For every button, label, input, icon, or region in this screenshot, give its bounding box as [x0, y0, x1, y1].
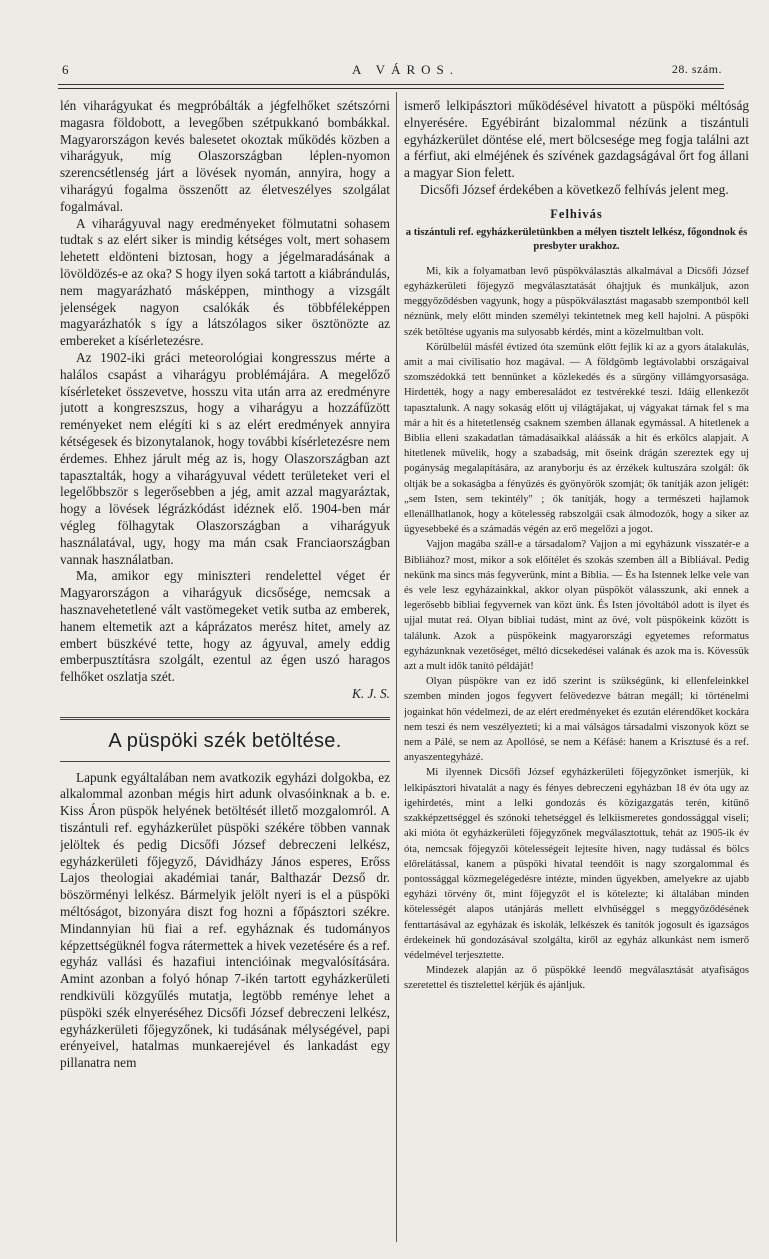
appeal-paragraph: Körülbelül másfél évtized óta szemünk előtt fejlik ki az a gyors átalakulás, amit a mai civilisatio hoz magával. — A földgömb legtávolabbi országaival szomszédokká tett bennünket a közlekedés és a sürgöny villámgyorsasága. Hirdették, hogy a nagy emberesaládot ez testvérekké teszi. Idáig ellenkezőt tapasztalunk. A nagy sokaság előtt uj világtájakat, uj vágyakat tárnak fel s ma már a hit és a hitetetlenség csaknem szemben állanak egymással. A hitetlenek a Biblia elleni szakadatlan támadásaikkal aláássák a hit és erkölcs alapjait. A hitetlenek művelik, hogy a szabadság, mit őseink drágán szereztek egy uj pogányság megalapítására, az aranyborju és az érzékek kultuszára szolgál: ők oltják be a sokaságba a fényűzés és gyönyörök szomját; ők tanítják azon jeligét: „sem Isten, sem tekintély" ; ők tanítják, hogy a természeti hajlamok ellenállhatlanok, hogy a kötelesség rabszolgái csak álmodozók, hogy a siker az ügyesebbeké és a számadás végén az erő megelőzi a jogot. — [404, 341, 749, 536]
appeal-paragraph: Mi, kik a folyamatban levő püspökválasztás alkalmával a Dicsőfi József egyházkerületi főjegyző megválasztatását óhajtjuk és munkáljuk, azon meggyőződésben vagyunk, hogy a püspökválasztást magasabb szempontból kell néznünk, mely előtt minden személyi tekintetnek meg kell hajolni. A püspöki szék betöltése ugyanis ma sulyosabb kérdés, mint a közelmultban volt. — [404, 265, 749, 338]
appeal-paragraph: Mi ilyennek Dicsőfi József egyházkerületi főjegyzőnket ismerjük, ki lelkipásztori hivatalát a nagy és fényes debreczeni egyházban 18 év óta ugy az igehirdetés, mint a lelki gondozás és közigazgatás terén, kitűnő szakképzettséggel és szónoki tehetséggel és lelkiismeretes gondossággal viseli; aki mióta öt egyházkerületi főjegyzőnek megválasztottuk, tehát az 1905-ik év óta, nemcsak főjegyzői kötelességeit lejtesíte hiven, nagy tudással és bölcs előrelátással, kanem a püspöki hivatal teendőit is nagy szorgalommal és pontossággal közmegelégedésre intézte, minden ügyekben, amelyekre az ujabb egyházi törvény őt, mint főjegyzőt el is kötelezte; ki általában minden kötelességét alapos utánjárás mellett elvhűséggel s meggyőződésének fenttartásával az egyházak és iskolák, lelkészek és tanítók jogosult és igazságos érdekeinek hű gondozásával szolgálta, kiről az egyház alkunkást nem ismerő védelmével terjesztette. — [404, 767, 749, 961]
publication-title: A VÁROS. — [352, 62, 460, 77]
appeal-paragraph: Olyan püspökre van ez idő szerint is szükségünk, ki ellenfeleinkkel szemben minden jogos fegyvert felövedezve bátran megáll; ki történelmi jogainkat hőn védelmezi, de az elért eredményeket és ezután elérendőket kockára nem teszi és nem veszélyezteti; ki a mai válságos társadalmi viszonyok közt se nem a Pálé, se nem az Apollósé, se nem a Kéfásé: hanem a Krisztusé és a ref. anyaszentegyházé. — [404, 676, 749, 764]
article-paragraph: Az 1902-iki gráci meteorológiai kongresszus mérte a halálos csapást a viharágyu problémájára. A megelőző kísérleteket összevetve, hosszu vita után arra az eredményre jutott a kongreszszus, hogy a viharágyu a hozzáfűzött reményeket nem elégíti ki s az elért eredmények annyira kétségesek és bizonytalanok, hogy további kísérletezésre nem érdemes. Ehhez járult még az is, hogy Olaszországban azt tapasztalták, hogy a viharágyuval védett területeket veri el legelőbbször s legerősebben a jég, amit azzal magyaráztak, hogy a lövések légrázkódást idéznek elő. 1904-ben már végleg fölhagytak Olaszországban a viharágyuk használatával, ugy, hogy ma mán csak Franciaországban vannak használatban. — [60, 349, 390, 567]
article-paragraph: Ma, amikor egy miniszteri rendelettel véget ér Magyarországon a viharágyuk dicsősége, nemcsak a hasznavehetetlené vált vastömegeket vetik sutba az emberek, hanem eltemetik azt a káprázatos merész hitet, amely az embert büszkévé tette, hogy az ágyuval, amely eddig emberpusztításra szolgált, ezentul az égen uszó haragos felhőket oszlatja szét. — [60, 568, 390, 685]
left-column — [60, 98, 390, 1072]
section-paragraph: Lapunk egyáltalában nem avatkozik egyházi dolgokba, ez alkalommal azonban mégis hirt adunk olvasóinknak a b. e. Kiss Áron püspök helyének betöltését illető mozgalomról. A tiszántuli ref. egyházkerület püspöki székére többen vannak jelöltek és pedig Dicsőfi József debreczeni lelkész, egyházkerületi főjegyző, Dávidházy János esperes, Erőss Lajos theologiai akadémiai tanár, Balthazár Dezső dr. böszörményi lelkész. Bármelyik jelölt nyeri is el a püspöki méltóságot, bizonyára diszt fog hozni a főpásztori székre. Mindannyian hü fiai a ref. egyháznak és tudományos képzettségüknél fogva rátermettek a hivek vezetésére és a ref. egyház vallási és hazafiui intencióinak megvalósítására. Amint azonban a folyó hónap 7-ikén tartott egyházkerületi rendkivüli közgyűlés mutatja, legtöbb reménye lehet a püspöki szék elnyeréséhez Dicsőfi József debreczeni lelkész, egyházkerületi főjegyzőnek, ki tudásának mélységével, papi erényeivel, hatalmas munkaerejével és lankadást egy pillanatra nem — [60, 769, 390, 1071]
article-paragraph: A viharágyuval nagy eredményeket fölmutatni sohasem tudtak s az elért siker is mindig kétséges volt, mert sohasem lehetett eldönteni biztosan, hogy a jégelmaradásának a lövöldözés-e az oka? S hogy ilyen soká tartott a kiábrándulás, nem magyarázható másképpen, minthogy a vizsgált jelenségek nagyon csalókák és többféleképpen magyarázhatók s így a látszólagos siker ösztönözte az embereket a kísérletezésre. — [60, 215, 390, 349]
section-title: A püspöki szék betöltése. — [108, 729, 342, 752]
column-divider — [396, 92, 397, 1242]
appeal-paragraph: Mindezek alapján az ő püspökké leendő megválasztását atyafiságos szeretettel és tisztelettel kérjük és ajánljuk. — [404, 965, 749, 992]
right-column — [404, 98, 749, 994]
article-paragraph: lén viharágyukat és megpróbálták a jégfelhőket szétszórni magasra földobott, a levegőben szétpukkanó bombákkal. Magyarországon kevés balesetet okoztak működés közben a viharágyuk, míg Olaszországban léplen-nyomon szerencsétlenség járt a lövések nyomán, annyira, hogy a viharágyú fogalma összenőtt az életveszélyes szolgálat fogalmával. — [60, 98, 390, 214]
article-paragraph: ismerő lelkipásztori működésével hivatott a püspöki méltóság elnyerésére. Egyébiránt bizalommal nézünk a tiszántuli egyházkerület döntése elé, mert bölcsesége meg fogja találni azt a férfiut, aki elméjének és szívének gazdagságával őrt fog állani a magyar Sion felett. — [404, 98, 749, 181]
issue-number: 28. szám. — [671, 62, 722, 76]
appeal-title: Felhivás — [550, 206, 603, 221]
article-paragraph: Dicsőfi József érdekében a következő felhívás jelent meg. — [420, 181, 729, 197]
article-signature: K. J. S. — [351, 685, 390, 701]
title-rule — [60, 761, 390, 762]
appeal-addressee: a tiszántuli ref. egyházkerületünkben a mélyen tisztelt lelkész, főgondnok és presbyter urakhoz. — [405, 226, 748, 252]
appeal-paragraph: Vajjon magába száll-e a társadalom? Vajjon a mi egyházunk visszatér-e a Bibliához? most, mikor a sok előítélet és szokás szemben áll a Bibliával. Pedig nekünk ma sincs más fegyverünk, mint a Biblia. — És ha Istennek lelke vele van és vele lesz egyházainkkal, akkor olyan püspököt válasszunk, aki ennek a legerősebb bibliai fegyvernek van közt ünk. És Isten jóvoltából adott is ilyet és ujjal mutat reá. Olyan bibliai tudást, mint az övé, volt püspökeink között is találunk. Azok a püspökeink magyarországi egyetemes reformatus egyházunknak vezetőséget, méltó dicsekedései valának és azok ma is. Kövessük azt a mult idők tanító példáját! — [404, 539, 749, 673]
header-rule — [58, 84, 724, 85]
section-separator — [60, 717, 390, 720]
page-number: 6 — [62, 62, 69, 77]
header-rule-2 — [58, 88, 724, 89]
page-header — [62, 62, 722, 84]
